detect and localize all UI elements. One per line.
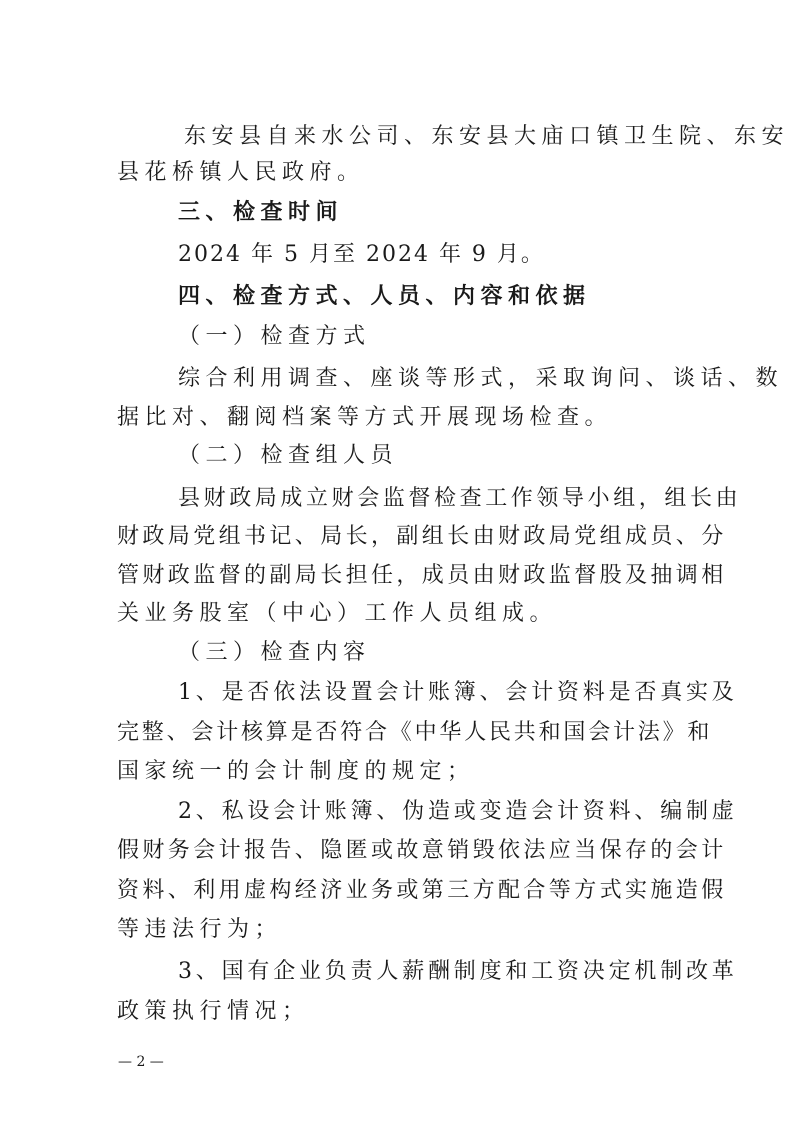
list-item-line: 政策执行情况； <box>117 999 310 1024</box>
paragraph-line: 综合利用调查、座谈等形式，采取询问、谈话、数 <box>178 366 784 391</box>
paragraph-line: 关业务股室（中心）工作人员组成。 <box>117 601 558 626</box>
list-item-line: 2、私设会计账簿、伪造或变造会计资料、编制虚 <box>178 799 738 824</box>
list-item-line: 1、是否依法设置会计账簿、会计资料是否真实及 <box>178 680 738 705</box>
list-item-line: 等违法行为； <box>117 917 283 942</box>
subsection-heading: （三）检查内容 <box>178 640 371 665</box>
list-item-line: 完整、会计核算是否符合《中华人民共和国会计法》和 <box>117 720 713 745</box>
subsection-heading: （一）检查方式 <box>178 324 371 349</box>
paragraph-line: 县财政局成立财会监督检查工作领导小组，组长由 <box>178 486 742 511</box>
list-item-line: 假财务会计报告、隐匿或故意销毁依法应当保存的会计 <box>117 838 727 863</box>
section-heading: 四、检查方式、人员、内容和依据 <box>178 284 591 309</box>
list-item-line: 国家统一的会计制度的规定； <box>117 759 475 784</box>
paragraph-line: 2024 年 5 月至 2024 年 9 月。 <box>178 242 545 267</box>
list-item-line: 资料、利用虚构经济业务或第三方配合等方式实施造假 <box>117 878 727 903</box>
paragraph-line: 据比对、翻阅档案等方式开展现场检查。 <box>117 405 613 430</box>
list-item-line: 3、国有企业负责人薪酬制度和工资决定机制改革 <box>178 959 738 984</box>
subsection-heading: （二）检查组人员 <box>178 443 399 468</box>
paragraph-line: 东安县自来水公司、东安县大庙口镇卫生院、东安 <box>184 124 790 149</box>
paragraph-line: 财政局党组书记、局长，副组长由财政局党组成员、分 <box>117 524 727 549</box>
section-heading: 三、检查时间 <box>178 200 344 225</box>
paragraph-line: 县花桥镇人民政府。 <box>117 160 365 185</box>
page-number: — 2 — <box>118 1054 164 1070</box>
paragraph-line: 管财政监督的副局长担任，成员由财政监督股及抽调相 <box>117 563 727 588</box>
